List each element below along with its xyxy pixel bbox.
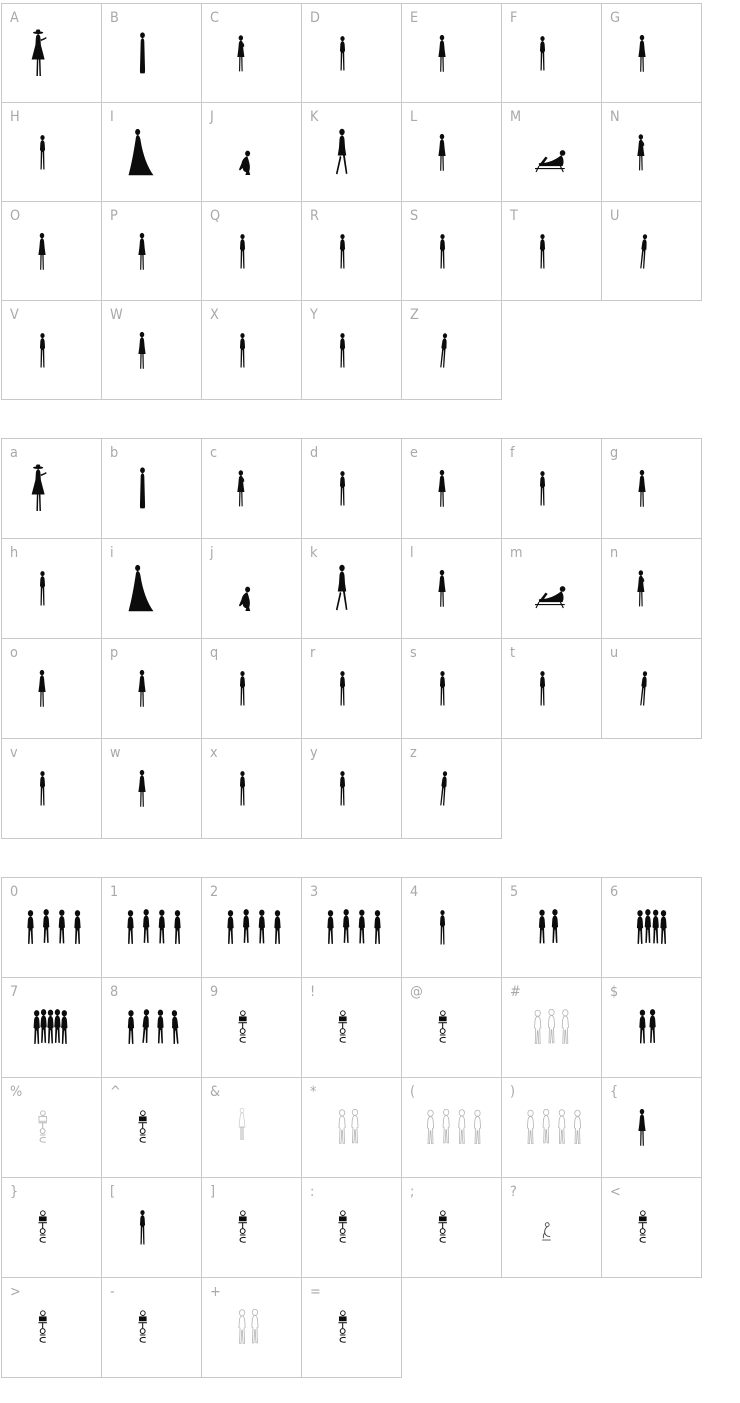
women-group-3-outline-icon	[530, 1009, 573, 1044]
glyph-cell-label: O	[10, 208, 21, 224]
glyph-cell-label: U	[610, 208, 620, 224]
glyph-cell	[201, 1277, 302, 1378]
women-group-4-outline-icon	[424, 1109, 484, 1144]
glyph-cell	[301, 1177, 402, 1278]
glyph-cell-label: !	[310, 984, 316, 1000]
glyph-cell	[301, 877, 402, 978]
woman-standing-dress-icon	[634, 464, 650, 514]
glyph-cell-label: A	[10, 10, 19, 26]
glyph-cell	[601, 102, 702, 202]
glyph-cell	[201, 1177, 302, 1278]
glyph-cell	[1, 102, 102, 202]
woman-standing-dress-icon	[434, 29, 450, 79]
glyph-cell-label: :	[310, 1184, 315, 1200]
glyph-cell-label: L	[410, 109, 418, 125]
glyph-cell	[1, 300, 102, 400]
glyph-cell	[101, 201, 202, 301]
woman-hat-flared-dress-icon	[27, 462, 51, 515]
glyph-cell-label: }	[10, 1184, 19, 1200]
glyph-cell	[201, 877, 302, 978]
glyph-cell-label: 4	[410, 884, 419, 900]
glyph-cell-label: Z	[410, 307, 419, 323]
grid-row	[1, 977, 740, 1078]
woman-standing-icon	[535, 464, 550, 514]
glyph-cell-label: ;	[410, 1184, 415, 1200]
glyph-cell	[101, 1277, 202, 1378]
glyph-cell-label: o	[10, 645, 18, 661]
woman-standing-dress-icon	[434, 128, 450, 178]
glyph-cell-label: X	[210, 307, 219, 323]
woman-standing-icon	[235, 227, 250, 277]
glyph-cell-label: e	[410, 445, 418, 461]
glyph-cell-label: j	[210, 545, 214, 561]
glyph-cell-label: ]	[210, 1184, 216, 1200]
missing-glyph-icon	[36, 1210, 49, 1244]
glyph-cell-label: c	[210, 445, 218, 461]
glyph-cell	[101, 102, 202, 202]
glyph-cell	[101, 977, 202, 1078]
glyph-cell	[301, 102, 402, 202]
glyph-cell	[301, 1077, 402, 1178]
glyph-cell	[501, 201, 602, 301]
woman-standing-lean-icon	[635, 664, 650, 714]
glyph-cell-label: =	[310, 1284, 321, 1300]
woman-standing-icon	[135, 1203, 150, 1253]
glyph-cell	[301, 977, 402, 1078]
glyph-cell	[401, 438, 502, 539]
glyph-cell	[401, 300, 502, 400]
glyph-cell-label: 6	[610, 884, 619, 900]
glyph-cell	[301, 3, 402, 103]
glyph-cell	[401, 538, 502, 639]
glyph-cell	[301, 738, 402, 839]
missing-glyph-icon	[136, 1310, 149, 1344]
glyph-cell-label: v	[10, 745, 18, 761]
woman-standing-icon	[235, 326, 250, 376]
glyph-cell	[201, 638, 302, 739]
woman-standing-dress-icon	[134, 227, 150, 277]
glyph-cell-label: >	[10, 1284, 21, 1300]
glyph-cell-label: y	[310, 745, 318, 761]
glyph-cell	[401, 102, 502, 202]
glyph-cell-label: G	[610, 10, 620, 26]
woman-standing-dress-icon	[34, 664, 50, 714]
missing-glyph-icon	[436, 1010, 449, 1044]
glyph-cell	[1, 738, 102, 839]
glyph-cell	[1, 877, 102, 978]
glyph-cell	[301, 1277, 402, 1378]
glyph-cell-label: 1	[110, 884, 119, 900]
glyph-cell	[101, 538, 202, 639]
glyph-cell-label: q	[210, 645, 219, 661]
women-group-4-icon	[324, 909, 384, 944]
woman-standing-icon	[535, 29, 550, 79]
glyph-cell-label: 9	[210, 984, 219, 1000]
woman-flowing-gown-icon	[127, 564, 156, 615]
missing-glyph-icon	[636, 1210, 649, 1244]
woman-standing-icon	[335, 227, 350, 277]
glyph-cell-label: 2	[210, 884, 219, 900]
missing-glyph-icon	[36, 1310, 49, 1344]
glyph-cell	[101, 1077, 202, 1178]
woman-walking-icon	[331, 128, 353, 178]
woman-standing-dress-icon	[634, 29, 650, 79]
glyph-cell-label: ?	[510, 1184, 517, 1200]
glyph-cell-label: r	[310, 645, 316, 661]
woman-hand-on-hip-icon	[633, 128, 650, 178]
glyph-cell-label: R	[310, 208, 319, 224]
glyph-cell	[301, 438, 402, 539]
grid-row	[1, 738, 740, 839]
missing-glyph-icon	[436, 1210, 449, 1244]
woman-standing-icon	[35, 564, 50, 614]
missing-glyph-icon	[236, 1210, 249, 1244]
glyph-cell	[1, 1177, 102, 1278]
section-numerals-symbols	[1, 877, 740, 1378]
glyph-cell	[401, 877, 502, 978]
woman-standing-icon	[335, 29, 350, 79]
glyph-cell	[601, 201, 702, 301]
glyph-cell	[301, 300, 402, 400]
glyph-cell	[501, 977, 602, 1078]
woman-standing-icon	[535, 227, 550, 277]
glyph-cell	[201, 102, 302, 202]
glyph-cell-label: h	[10, 545, 19, 561]
glyph-cell-label: i	[110, 545, 114, 561]
section-uppercase	[1, 3, 740, 400]
glyph-cell-label: b	[110, 445, 119, 461]
glyph-cell-label: s	[410, 645, 417, 661]
woman-standing-dress-icon	[434, 564, 450, 614]
grid-row	[1, 201, 740, 301]
glyph-cell	[101, 877, 202, 978]
glyph-cell-label: u	[610, 645, 619, 661]
woman-standing-icon	[335, 326, 350, 376]
glyph-cell	[101, 438, 202, 539]
glyph-cell-label: k	[310, 545, 318, 561]
glyph-cell	[101, 638, 202, 739]
woman-reclining-lounger-icon	[528, 584, 570, 609]
glyph-cell-label: T	[510, 208, 518, 224]
glyph-cell-label: l	[410, 545, 414, 561]
glyph-cell	[1, 638, 102, 739]
woman-long-gown-icon	[135, 464, 150, 514]
glyph-cell-label: ^	[110, 1084, 121, 1100]
glyph-cell-label: M	[510, 109, 522, 125]
glyph-cell-label: Q	[210, 208, 221, 224]
glyph-cell-label: {	[610, 1084, 619, 1100]
woman-standing-icon	[235, 664, 250, 714]
glyph-cell-label: g	[610, 445, 619, 461]
glyph-cell	[1, 3, 102, 103]
woman-hat-flared-dress-icon	[27, 27, 51, 80]
glyph-cell	[501, 538, 602, 639]
women-group-4-tight-icon	[633, 909, 671, 944]
glyph-cell-label: n	[610, 545, 619, 561]
glyph-cell	[401, 201, 502, 301]
glyph-cell-label: B	[110, 10, 119, 26]
glyph-cell-label: S	[410, 208, 419, 224]
woman-standing-icon	[335, 664, 350, 714]
glyph-cell-label: t	[510, 645, 516, 661]
glyph-cell-label: 5	[510, 884, 519, 900]
woman-outline-icon	[235, 1108, 249, 1141]
glyph-cell	[101, 1177, 202, 1278]
women-group-4-icon	[224, 909, 284, 944]
glyph-cell	[201, 738, 302, 839]
women-group-5-tight-icon	[29, 1009, 72, 1044]
glyph-cell-label: P	[110, 208, 118, 224]
glyph-cell	[501, 102, 602, 202]
glyph-cell	[501, 638, 602, 739]
women-pair-icon	[535, 909, 562, 944]
glyph-cell	[401, 3, 502, 103]
glyph-cell	[1, 201, 102, 301]
woman-standing-dress-icon	[134, 326, 150, 376]
glyph-cell-label: E	[410, 10, 419, 26]
woman-standing-icon	[35, 326, 50, 376]
glyph-cell	[201, 1077, 302, 1178]
women-group-4-icon	[124, 909, 184, 944]
glyph-cell	[401, 1077, 502, 1178]
glyph-cell-label: f	[510, 445, 515, 461]
glyph-cell	[201, 977, 302, 1078]
woman-standing-icon	[35, 764, 50, 814]
glyph-cell-label: (	[410, 1084, 416, 1100]
glyph-cell	[201, 201, 302, 301]
glyph-cell	[301, 538, 402, 639]
missing-glyph-icon	[336, 1310, 349, 1344]
glyph-cell	[501, 3, 602, 103]
glyph-cell	[601, 977, 702, 1078]
grid-row	[1, 102, 740, 202]
glyph-cell-label: [	[110, 1184, 116, 1200]
glyph-cell	[501, 1177, 602, 1278]
glyph-cell-label: J	[210, 109, 214, 125]
women-pair-outline-icon	[235, 1309, 262, 1344]
glyph-cell-label: D	[310, 10, 320, 26]
glyph-cell	[601, 877, 702, 978]
glyph-cell-label: @	[410, 984, 423, 1000]
women-group-4-icon	[24, 909, 84, 944]
missing-glyph-icon	[336, 1010, 349, 1044]
glyph-cell-label: 0	[10, 884, 19, 900]
glyph-cell-label: *	[310, 1084, 317, 1100]
glyph-cell	[1, 977, 102, 1078]
glyph-cell	[301, 201, 402, 301]
woman-standing-lean-icon	[435, 326, 450, 376]
glyph-cell-label: p	[110, 645, 119, 661]
glyph-cell	[501, 438, 602, 539]
women-pair-outline-icon	[335, 1109, 362, 1144]
glyph-cell	[1, 1077, 102, 1178]
women-group-4-varied-icon	[124, 1009, 184, 1044]
glyph-cell	[601, 538, 702, 639]
woman-standing-dress-icon	[434, 464, 450, 514]
glyph-cell-label: +	[210, 1284, 221, 1300]
glyph-cell	[201, 438, 302, 539]
woman-standing-lean-icon	[635, 227, 650, 277]
woman-sitting-outline-icon	[539, 1221, 553, 1244]
missing-glyph-icon	[236, 1010, 249, 1044]
glyph-cell-label: m	[510, 545, 523, 561]
glyph-cell	[601, 438, 702, 539]
glyph-cell	[401, 1177, 502, 1278]
glyph-cell	[201, 3, 302, 103]
glyph-cell	[601, 638, 702, 739]
woman-flowing-gown-icon	[127, 128, 156, 179]
woman-standing-dress-icon	[34, 227, 50, 277]
woman-standing-dress-icon	[134, 664, 150, 714]
grid-row	[1, 438, 740, 539]
grid-row	[1, 1277, 740, 1378]
glyph-cell-label: w	[110, 745, 121, 761]
missing-glyph-outline-icon	[36, 1110, 49, 1144]
glyph-cell-label: Y	[310, 307, 318, 323]
glyph-cell	[601, 1177, 702, 1278]
glyph-cell-label: 7	[10, 984, 19, 1000]
glyph-cell	[201, 538, 302, 639]
woman-hand-on-hip-icon	[633, 564, 650, 614]
woman-standing-icon	[335, 764, 350, 814]
grid-row	[1, 1177, 740, 1278]
glyph-cell	[601, 3, 702, 103]
glyph-cell	[501, 877, 602, 978]
woman-reclining-lounger-icon	[528, 148, 570, 173]
grid-row	[1, 638, 740, 739]
glyph-cell-label: a	[10, 445, 18, 461]
glyph-cell-label: I	[110, 109, 114, 125]
glyph-cell-label: W	[110, 307, 123, 323]
glyph-cell-label: $	[610, 984, 619, 1000]
glyph-cell	[501, 1077, 602, 1178]
women-group-4-outline-icon	[524, 1109, 584, 1144]
grid-row	[1, 1077, 740, 1178]
woman-standing-icon	[435, 903, 450, 953]
glyph-cell-label: )	[510, 1084, 516, 1100]
glyph-cell	[1, 438, 102, 539]
glyph-cell	[601, 1077, 702, 1178]
woman-standing-icon	[335, 464, 350, 514]
glyph-cell	[101, 3, 202, 103]
woman-standing-icon	[435, 664, 450, 714]
glyph-cell-label: x	[210, 745, 218, 761]
woman-standing-icon	[535, 664, 550, 714]
woman-hand-on-hip-icon	[233, 29, 250, 79]
glyph-cell-label: &	[210, 1084, 221, 1100]
glyph-cell	[401, 977, 502, 1078]
woman-standing-icon	[35, 128, 50, 178]
woman-standing-dress-icon	[134, 764, 150, 814]
grid-row	[1, 3, 740, 103]
woman-standing-icon	[235, 764, 250, 814]
glyph-cell	[1, 538, 102, 639]
glyph-cell	[201, 300, 302, 400]
glyph-cell-label: %	[10, 1084, 23, 1100]
glyph-cell	[301, 638, 402, 739]
glyph-cell-label: K	[310, 109, 319, 125]
grid-row	[1, 877, 740, 978]
glyph-cell	[1, 1277, 102, 1378]
grid-row	[1, 300, 740, 400]
glyph-cell	[101, 738, 202, 839]
glyph-cell-label: H	[10, 109, 20, 125]
woman-standing-dress-icon	[634, 1103, 650, 1153]
glyph-cell	[401, 638, 502, 739]
woman-crouching-icon	[234, 586, 255, 612]
glyph-cell-label: N	[610, 109, 620, 125]
missing-glyph-icon	[136, 1110, 149, 1144]
glyph-cell-label: 3	[310, 884, 319, 900]
missing-glyph-icon	[336, 1210, 349, 1244]
woman-long-gown-icon	[135, 29, 150, 79]
women-pair-close-icon	[635, 1009, 660, 1044]
glyph-cell-label: #	[510, 984, 521, 1000]
glyph-cell-label: V	[10, 307, 19, 323]
woman-hand-on-hip-icon	[233, 464, 250, 514]
glyph-cell-label: F	[510, 10, 518, 26]
section-lowercase	[1, 438, 740, 839]
glyph-cell-label: <	[610, 1184, 621, 1200]
woman-walking-icon	[331, 564, 353, 614]
woman-crouching-icon	[234, 150, 255, 176]
glyph-cell	[401, 738, 502, 839]
glyph-cell-label: d	[310, 445, 319, 461]
glyph-cell-label: z	[410, 745, 417, 761]
grid-row	[1, 538, 740, 639]
glyph-cell-label: 8	[110, 984, 119, 1000]
glyph-cell-label: C	[210, 10, 219, 26]
glyph-grid	[1, 3, 740, 1378]
woman-standing-lean-icon	[435, 764, 450, 814]
woman-standing-icon	[435, 227, 450, 277]
glyph-cell	[101, 300, 202, 400]
glyph-cell-label: -	[110, 1284, 115, 1300]
